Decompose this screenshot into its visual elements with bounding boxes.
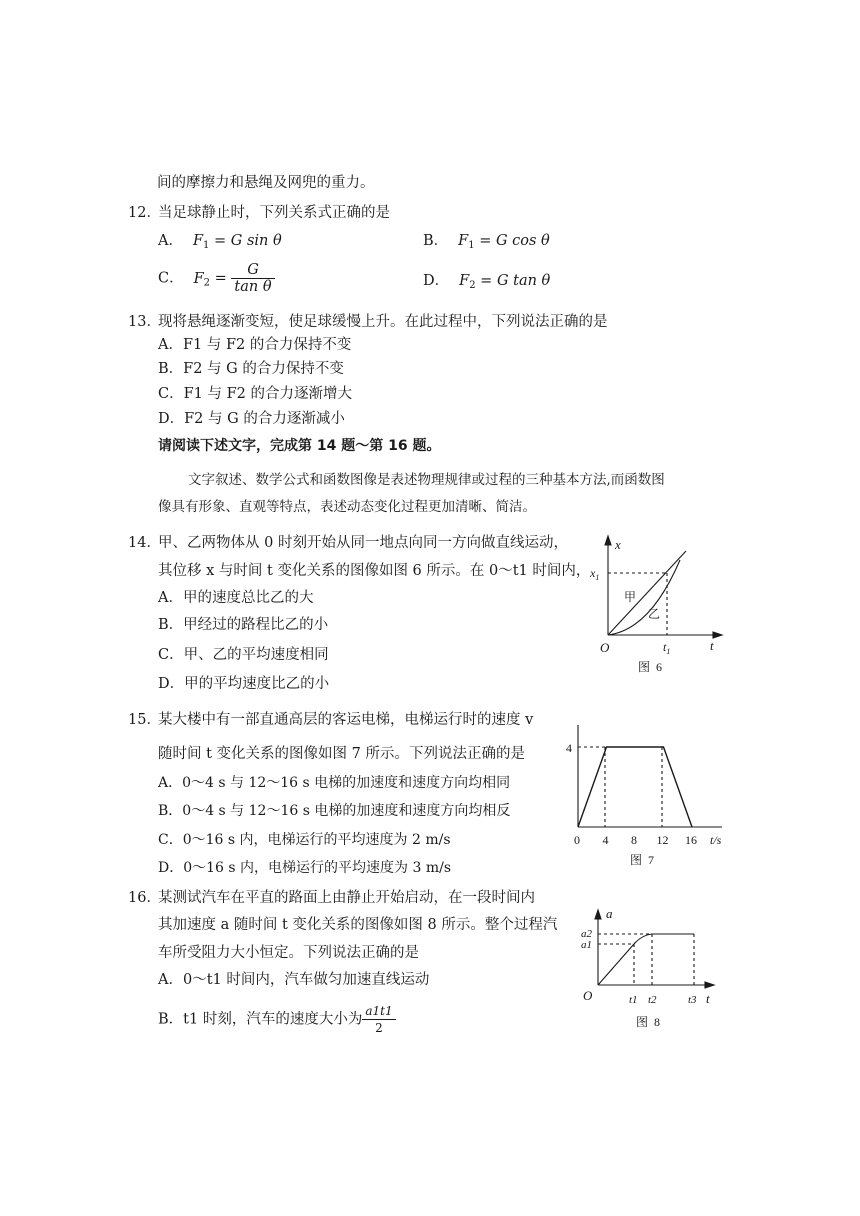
q12-option-a[interactable] xyxy=(158,231,282,251)
fig6-t-label: t xyxy=(710,638,714,653)
fig6-t1: $t_1$ xyxy=(663,640,671,656)
q12-option-c-eq: = xyxy=(210,270,232,287)
fig6-jia-line xyxy=(608,551,686,635)
q12-option-d-rhs: = G tan θ xyxy=(475,273,551,289)
q12-option-a-sub: 1 xyxy=(203,240,210,251)
reading-line-1: 文字叙述、数学公式和函数图像是表述物理规律或过程的三种基本方法,而函数图 xyxy=(188,472,665,488)
q14-option-d[interactable]: D．甲的平均速度比乙的小 xyxy=(158,676,330,692)
q12-option-b[interactable] xyxy=(423,231,550,251)
q12-option-b-lhs: F xyxy=(458,233,469,249)
fig6-jia-label: 甲 xyxy=(624,590,637,604)
fig8-curve xyxy=(598,934,694,985)
q14-line-1: 甲、乙两物体从 0 时刻开始从同一地点向同一方向做直线运动， xyxy=(158,535,568,551)
reading-line-2: 像具有形象、直观等特点，表述动态变化过程更加清晰、简洁。 xyxy=(158,499,536,515)
q15-option-d[interactable]: D．0～16 s 内，电梯运行的平均速度为 3 m/s xyxy=(158,860,452,876)
intro-tail-text: 间的摩擦力和悬绳及网兜的重力。 xyxy=(157,175,375,191)
q12-option-c-sub: 2 xyxy=(203,277,211,289)
fig7-x-tick-16: 16 xyxy=(685,833,697,847)
q13-number: 13． xyxy=(128,314,161,330)
q15-line-1: 某大楼中有一部直通高层的客运电梯，电梯运行时的速度 v xyxy=(158,712,534,728)
q16-option-a[interactable]: A．0～t1 时间内，汽车做匀加速直线运动 xyxy=(158,972,430,988)
q15-option-b[interactable]: B．0～4 s 与 12～16 s 电梯的加速度和速度方向均相反 xyxy=(158,803,511,819)
q12-option-c-label: C． xyxy=(158,270,184,287)
q16-option-b-denominator: 2 xyxy=(375,1021,383,1035)
q16-line-1: 某测试汽车在平直的路面上由静止开始启动，在一段时间内 xyxy=(158,890,535,906)
fig7-caption: 图 7 xyxy=(630,853,655,867)
fig8-t-arrow xyxy=(705,982,714,988)
q13-option-c[interactable]: C．F1 与 F2 的合力逐渐增大 xyxy=(158,386,352,402)
fig8-a1-label: a1 xyxy=(581,939,592,951)
fig6-x1: $x_1$ xyxy=(590,566,600,582)
fig6-x-label: x xyxy=(615,537,621,552)
q16-option-b-numerator: a1t1 xyxy=(362,1003,395,1020)
fig8-origin: O xyxy=(583,988,593,1003)
q12-stem: 当足球静止时，下列关系式正确的是 xyxy=(158,205,390,221)
q12-option-a-label: A． xyxy=(158,233,183,249)
q12-option-c-numerator: G xyxy=(231,262,274,279)
fig8-t1-label: t1 xyxy=(629,994,638,1006)
q12-number: 12． xyxy=(128,205,161,221)
q12-option-d-sub: 2 xyxy=(469,280,476,291)
q12-option-c[interactable] xyxy=(158,262,275,295)
q15-option-c[interactable]: C．0～16 s 内，电梯运行的平均速度为 2 m/s xyxy=(158,832,451,848)
q12-option-b-label: B． xyxy=(423,233,449,249)
fig8-a2-label: a2 xyxy=(581,928,592,940)
q13-stem: 现将悬绳逐渐变短，使足球缓慢上升。在此过程中，下列说法正确的是 xyxy=(158,314,608,330)
fig7-x-tick-0: 0 xyxy=(574,833,580,847)
q12-option-d-label: D． xyxy=(423,273,450,289)
q16-line-2: 其加速度 a 随时间 t 变化关系的图像如图 8 所示。整个过程汽 xyxy=(158,917,558,933)
q12-option-a-lhs: F xyxy=(192,233,204,249)
fig6-caption: 图 6 xyxy=(638,660,663,674)
q14-option-a[interactable]: A．甲的速度总比乙的大 xyxy=(158,590,314,606)
fig7-x-tick-8: 8 xyxy=(631,833,637,847)
q16-option-b-fraction xyxy=(362,1003,395,1036)
fig8-t3-label: t3 xyxy=(688,994,697,1006)
fig8-caption: 图 8 xyxy=(636,1015,661,1029)
q16-number: 16． xyxy=(128,890,161,906)
fig7-x-unit: t/s xyxy=(710,833,722,847)
q13-option-d[interactable]: D．F2 与 G 的合力逐渐减小 xyxy=(158,411,345,427)
q12-option-b-sub: 1 xyxy=(468,240,475,251)
fig8-t2-label: t2 xyxy=(648,994,657,1006)
q12-option-c-denominator: tan θ xyxy=(234,279,272,295)
q14-option-c[interactable]: C．甲、乙的平均速度相同 xyxy=(158,647,329,663)
q15-option-a[interactable]: A．0～4 s 与 12～16 s 电梯的加速度和速度方向均相同 xyxy=(158,775,511,791)
fig6-origin: O xyxy=(600,640,610,655)
fig6-yi-curve xyxy=(608,560,680,635)
fig7-x-tick-12: 12 xyxy=(656,833,669,847)
fig6-x-arrow xyxy=(605,536,611,545)
q15-number: 15． xyxy=(128,712,161,728)
q14-number: 14． xyxy=(128,535,161,551)
q12-option-d[interactable] xyxy=(423,271,550,291)
fig6-t-arrow xyxy=(713,632,722,638)
q16-option-b-text: B．t1 时刻，汽车的速度大小为 xyxy=(158,1011,363,1028)
fig7-x-tick-4: 4 xyxy=(602,833,609,847)
q13-option-b[interactable]: B．F2 与 G 的合力保持不变 xyxy=(158,361,344,377)
fig8-a-label: a xyxy=(606,906,613,921)
q12-option-c-lhs: F xyxy=(193,270,204,287)
q15-line-2: 随时间 t 变化关系的图像如图 7 所示。下列说法正确的是 xyxy=(158,746,525,762)
fig7-y-tick-4: 4 xyxy=(566,741,572,755)
q16-line-3: 车所受阻力大小恒定。下列说法正确的是 xyxy=(158,945,419,961)
q14-option-b[interactable]: B．甲经过的路程比乙的小 xyxy=(158,617,329,633)
q12-option-c-fraction xyxy=(231,262,274,295)
q12-option-b-rhs: = G cos θ xyxy=(474,233,550,249)
q14-line-2: 其位移 x 与时间 t 变化关系的图像如图 6 所示。在 0～t1 时间内， xyxy=(158,563,591,579)
fig7-velocity-line xyxy=(578,747,692,827)
q13-option-a[interactable]: A．F1 与 F2 的合力保持不变 xyxy=(158,337,352,353)
q16-option-b[interactable] xyxy=(158,1003,396,1036)
fig8-t-label: t xyxy=(706,991,710,1006)
reading-title: 请阅读下述文字，完成第 14 题～第 16 题。 xyxy=(158,438,441,454)
q12-option-a-rhs: = G sin θ xyxy=(209,233,282,249)
fig6-yi-label: 乙 xyxy=(648,607,661,621)
fig8-a-arrow xyxy=(595,910,601,919)
q12-option-d-lhs: F xyxy=(459,273,470,289)
